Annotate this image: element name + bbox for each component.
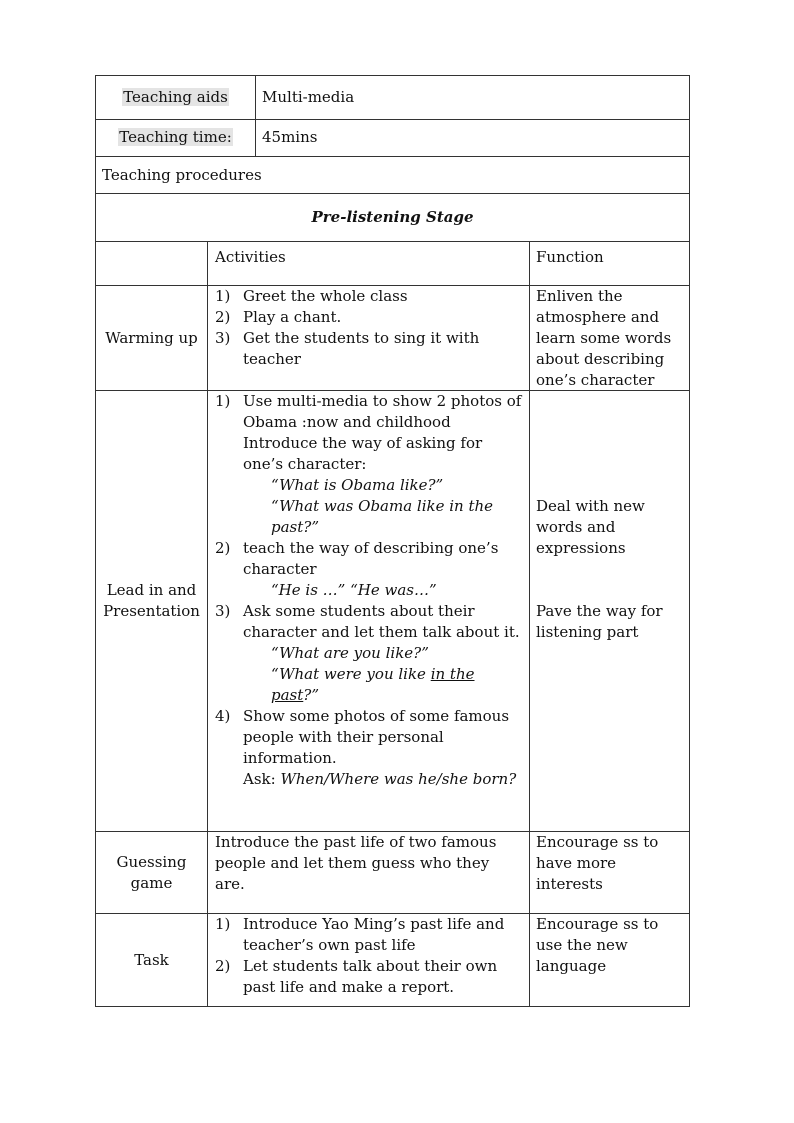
- item-number: 2): [215, 957, 231, 975]
- list-item: [215, 706, 525, 790]
- lead-function-2: Pave the way for listening part: [536, 602, 663, 641]
- column-divider: [529, 241, 530, 1007]
- underlined-phrase: in the past: [271, 665, 475, 704]
- item-number: 2): [215, 539, 231, 557]
- stage-warming-up: Warming up: [105, 329, 198, 347]
- item-text: Play a chant.: [243, 308, 342, 326]
- teaching-time-label-cell: [96, 127, 255, 148]
- header-function: Function: [536, 248, 604, 266]
- list-item: [215, 307, 525, 328]
- row-divider: [95, 156, 690, 157]
- header-activities: Activities: [215, 248, 286, 266]
- stage-guessing-line2: game: [130, 874, 173, 892]
- list-item: [215, 538, 525, 601]
- table-border-right: [689, 75, 690, 1007]
- teaching-time-label: Teaching time:: [119, 128, 232, 146]
- teaching-procedures-label: Teaching procedures: [102, 166, 262, 184]
- list-item: [215, 956, 525, 998]
- lead-function-1: Deal with new words and expressions: [536, 497, 645, 557]
- table-border-bottom: [95, 1006, 690, 1007]
- row-divider: [95, 241, 690, 242]
- task-function: Encourage ss to use the new language: [536, 915, 659, 975]
- question-part: ?”: [303, 686, 319, 704]
- column-divider: [255, 75, 256, 157]
- ask-question: When/Where was he/she born?: [280, 770, 517, 788]
- item-number: 1): [215, 287, 231, 305]
- task-activities: [215, 914, 525, 998]
- guessing-function: Encourage ss to have more interests: [536, 833, 659, 893]
- item-text: Get the students to sing it with teacher: [243, 329, 480, 368]
- stage-lead-in-line2: Presentation: [103, 602, 200, 620]
- item-number: 3): [215, 329, 231, 347]
- stage-guessing-line1: Guessing: [116, 853, 187, 871]
- teaching-aids-label: Teaching aids: [123, 88, 228, 106]
- item-number: 3): [215, 602, 231, 620]
- list-item: [215, 914, 525, 956]
- item-text: Ask some students about their character and let them talk about it.: [243, 602, 520, 641]
- list-item: [215, 601, 525, 706]
- ask-label: Ask:: [243, 770, 281, 788]
- question-part: “What were you like: [271, 665, 431, 683]
- item-text: Introduce the way of asking for one’s character:: [243, 434, 483, 473]
- stage-lead-in: [96, 580, 207, 622]
- warming-activities: [215, 286, 525, 370]
- list-item: [215, 286, 525, 307]
- example-question: “What was Obama like in the past?”: [271, 497, 494, 536]
- lead-activities: [215, 391, 525, 790]
- item-text: Let students talk about their own past life and make a report.: [243, 957, 498, 996]
- row-divider: [95, 193, 690, 194]
- row-divider: [95, 119, 690, 120]
- example-question: “What are you like?”: [271, 644, 429, 662]
- example-question: [243, 664, 525, 706]
- list-item: [215, 328, 525, 370]
- item-text: Show some photos of some famous people with their personal information.: [243, 707, 510, 767]
- table-border-top: [95, 75, 690, 76]
- column-divider: [207, 241, 208, 1007]
- teaching-aids-label-cell: [96, 87, 255, 108]
- stage-guessing-game: [96, 852, 207, 894]
- item-number: 4): [215, 707, 231, 725]
- stage-title: Pre-listening Stage: [311, 208, 474, 226]
- example-question: “What is Obama like?”: [271, 476, 444, 494]
- item-text: Introduce Yao Ming’s past life and teacher’s own past life: [243, 915, 505, 954]
- item-text: Greet the whole class: [243, 287, 408, 305]
- stage-lead-in-line1: Lead in and: [106, 581, 197, 599]
- guessing-activity: Introduce the past life of two famous people and let them guess who they are.: [215, 833, 497, 893]
- teaching-time-value: 45mins: [262, 128, 318, 146]
- item-text: teach the way of describing one’s character: [243, 539, 499, 578]
- stage-task: Task: [134, 951, 169, 969]
- list-item: [215, 391, 525, 538]
- teaching-aids-value: Multi-media: [262, 88, 355, 106]
- item-number: 2): [215, 308, 231, 326]
- item-text: Use multi-media to show 2 photos of Obama :now and childhood: [243, 392, 522, 431]
- warming-function: Enliven the atmosphere and learn some words about describing one’s character: [536, 287, 672, 389]
- item-number: 1): [215, 915, 231, 933]
- item-number: 1): [215, 392, 231, 410]
- example-phrase: “He is …” “He was…”: [271, 581, 437, 599]
